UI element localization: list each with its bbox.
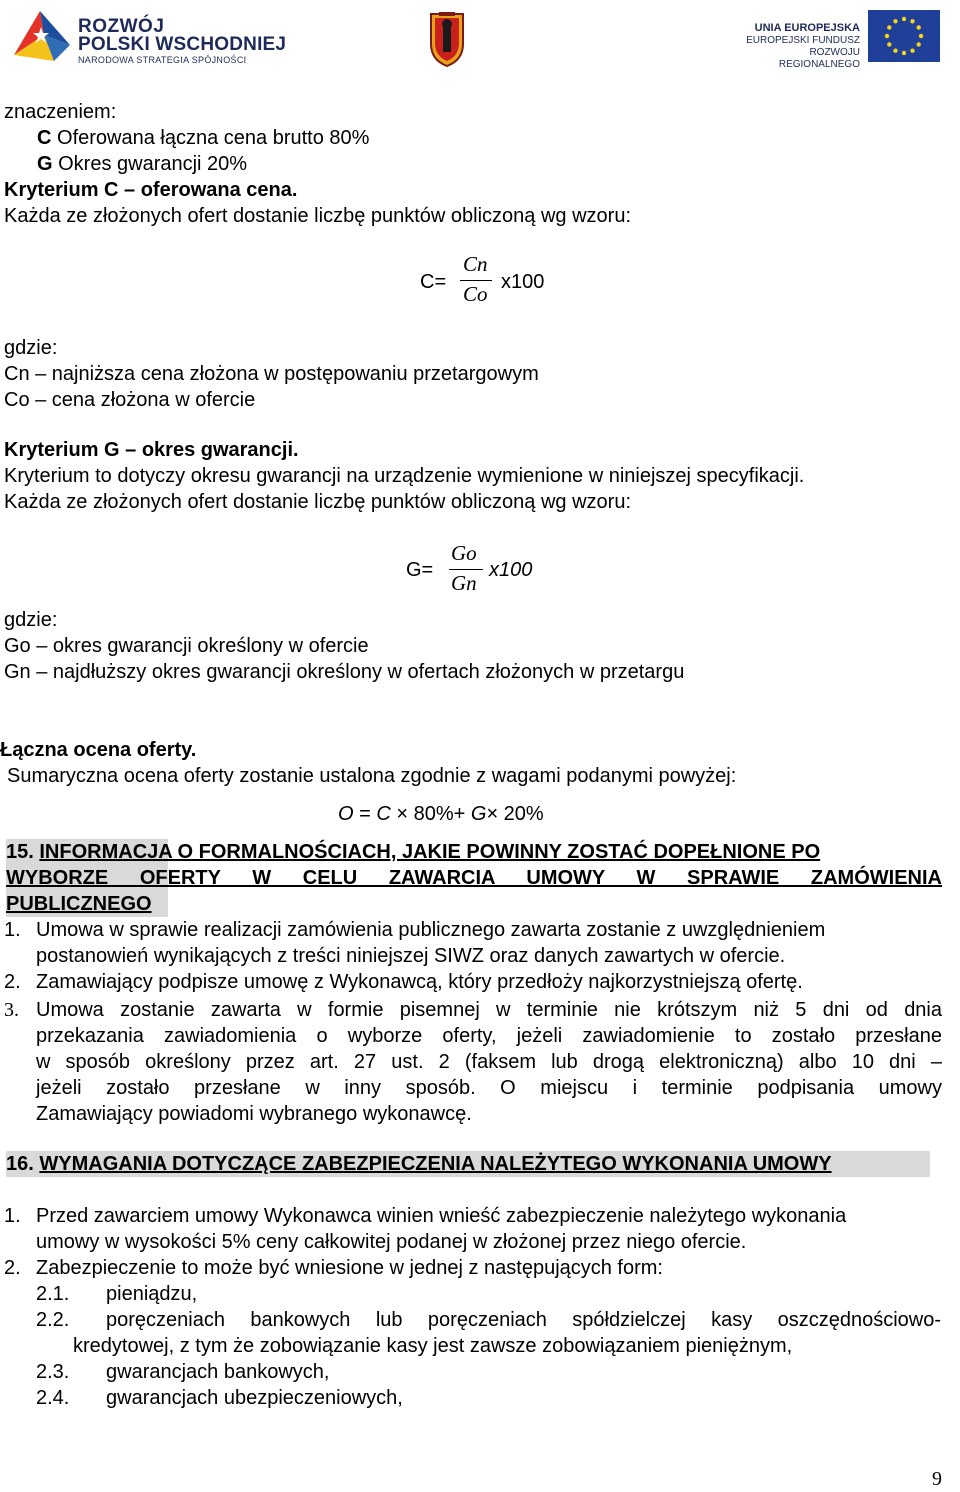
c-letter: C	[37, 127, 52, 149]
document-body	[0, 99, 960, 1411]
page-header	[0, 0, 960, 75]
logo-text-line1: ROZWÓJ	[78, 16, 165, 37]
g-weight-line	[0, 151, 960, 177]
eu-text-line3: ROZWOJU REGIONALNEGO	[778, 47, 860, 70]
subitem-number: 2.3.	[36, 1361, 70, 1383]
gdzie-label-g: gdzie:	[4, 609, 58, 631]
laczna-heading: Łączna ocena oferty.	[0, 739, 197, 761]
item-text: Przed zawarciem umowy Wykonawca winien wnieść zabezpieczenie należytego wykonania	[36, 1205, 847, 1227]
section-16-title: WYMAGANIA DOTYCZĄCE ZABEZPIECZENIA NALEŻYTEGO WYKONANIA UMOWY	[39, 1153, 832, 1175]
section-15-item-3	[0, 997, 960, 1127]
eu-text-line1: UNIA EUROPEJSKA	[754, 22, 860, 34]
rozwoj-polski-wschodniej-logo	[10, 5, 290, 67]
formula-o-eq: =	[353, 803, 377, 825]
section-16-item-2	[0, 1255, 960, 1281]
kryterium-g-text2: Każda ze złożonych ofert dostanie liczbę punktów obliczoną wg wzoru:	[4, 491, 632, 513]
item-text-cont: jeżeli zostało przesłane w inny sposób. O miejscu i terminie podpisania umowy	[36, 1077, 942, 1099]
logo-text-line2: POLSKI WSCHODNIEJ	[78, 34, 287, 55]
kryterium-g-text1: Kryterium to dotyczy okresu gwarancji na urządzenie wymienione w niniejszej specyfikacji.	[4, 465, 805, 487]
subitem-text: pieniądzu,	[106, 1283, 198, 1305]
subitem	[36, 1385, 960, 1411]
subitem-number: 2.1.	[36, 1283, 70, 1305]
subitem-number: 2.2.	[36, 1309, 70, 1331]
g-letter: G	[37, 153, 53, 175]
formula-c-multiplier: x100	[501, 271, 545, 293]
section-16-item-1	[0, 1203, 960, 1255]
g-weight-text: Okres gwarancji 20%	[52, 153, 248, 175]
star-arrow-logo-icon	[10, 5, 72, 67]
item-text-cont: umowy w wysokości 5% ceny całkowitej podanej w złożonej przez niego ofercie.	[36, 1231, 747, 1253]
page-number: 9	[932, 1468, 942, 1490]
znaczeniem-label: znaczeniem:	[4, 101, 117, 123]
subitem-text: gwarancjach bankowych,	[106, 1361, 330, 1383]
section-16-heading	[0, 1151, 960, 1177]
c-weight-line	[0, 125, 960, 151]
item-text: Umowa zostanie zawarta w formie pisemnej w terminie nie krótszym niż 5 dni od dnia	[36, 999, 942, 1021]
def-cn: Cn – najniższa cena złożona w postępowaniu przetargowym	[4, 363, 539, 385]
subitem	[36, 1359, 960, 1385]
item-number: 1.	[4, 1205, 21, 1227]
section-15-heading	[0, 839, 942, 917]
section-15-item-2	[0, 969, 960, 995]
kryterium-c-heading: Kryterium C – oferowana cena.	[4, 179, 298, 201]
c-weight-text: Oferowana łączna cena brutto 80%	[51, 127, 370, 149]
subitem	[36, 1281, 960, 1307]
item-number: 2.	[4, 1257, 21, 1279]
subitem-text-cont: kredytowej, z tym że zobowiązanie kasy jest zawsze zobowiązaniem pieniężnym,	[73, 1335, 793, 1357]
def-gn: Gn – najdłuższy okres gwarancji określony w ofertach złożonych w przetargu	[4, 661, 685, 683]
formula-g-denominator: Gn	[451, 571, 477, 595]
formula-c-lhs: C=	[420, 271, 447, 293]
subitem-text: gwarancjach ubezpieczeniowych,	[106, 1387, 403, 1409]
formula-g-multiplier: x100	[489, 559, 533, 581]
item-text: Zabezpieczenie to może być wniesione w jednej z następujących form:	[36, 1257, 663, 1279]
section-15-title-line1: INFORMACJA O FORMALNOŚCIACH, JAKIE POWINNY ZOSTAĆ DOPEŁNIONE PO	[39, 841, 821, 863]
laczna-text: Sumaryczna ocena oferty zostanie ustalona zgodnie z wagami podanymi powyżej:	[7, 765, 737, 787]
def-co: Co – cena złożona w ofercie	[4, 389, 256, 411]
formula-o-mid: × 80%+	[390, 803, 471, 825]
gdzie-label-c: gdzie:	[4, 337, 58, 359]
formula-o-o: O	[338, 803, 354, 825]
item-text-cont: w sposób określony przez art. 27 ust. 2 (faksem lub drogą elektroniczną) albo 10 dni –	[36, 1051, 942, 1073]
formula-g-lhs: G=	[406, 559, 434, 581]
section-15-item-1	[0, 917, 960, 969]
subitem	[36, 1307, 941, 1333]
eu-flag-icon	[868, 10, 940, 62]
eu-logo	[730, 10, 940, 70]
formula-o-g: G	[470, 803, 487, 825]
def-go: Go – okres gwarancji określony w ofercie	[4, 635, 369, 657]
formula-o	[0, 789, 960, 839]
eu-text-line2: EUROPEJSKI FUNDUSZ	[746, 35, 860, 46]
item-text: Zamawiający podpisze umowę z Wykonawcą, który przedłoży najkorzystniejszą ofertę.	[36, 971, 803, 993]
item-number: 3.	[4, 999, 19, 1021]
item-number: 1.	[4, 919, 21, 941]
subitem-text: poręczeniach bankowych lub poręczeniach spółdzielczej kasy oszczędnościowo-	[106, 1309, 941, 1331]
kryterium-g-heading: Kryterium G – okres gwarancji.	[4, 439, 299, 461]
item-text-cont: Zamawiający powiadomi wybranego wykonawcę.	[36, 1103, 472, 1125]
subitem-number: 2.4.	[36, 1387, 70, 1409]
section-16-subitems	[0, 1281, 960, 1411]
formula-c	[0, 229, 960, 335]
item-number: 2.	[4, 971, 21, 993]
section-15-title-line3: PUBLICZNEGO	[6, 893, 152, 915]
formula-g	[0, 515, 960, 607]
city-coat-of-arms-icon	[428, 10, 466, 75]
section-15-title-line2: WYBORZE OFERTY W CELU ZAWARCIA UMOWY W SPRAWIE ZAMÓWIENIA	[6, 867, 942, 889]
section-16-number: 16.	[6, 1153, 34, 1175]
formula-c-denominator: Co	[463, 282, 488, 306]
section-15-number: 15.	[6, 841, 34, 863]
formula-c-numerator: Cn	[463, 252, 488, 276]
item-text-cont: postanowień wynikających z treści niniejszej SIWZ oraz danych zawartych w ofercie.	[36, 945, 786, 967]
item-text: Umowa w sprawie realizacji zamówienia publicznego zawarta zostanie z uwzględnieniem	[36, 919, 826, 941]
kryterium-c-text: Każda ze złożonych ofert dostanie liczbę punktów obliczoną wg wzoru:	[4, 205, 632, 227]
formula-o-end: × 20%	[486, 803, 544, 825]
formula-g-numerator: Go	[451, 541, 477, 565]
logo-text-line3: NARODOWA STRATEGIA SPÓJNOŚCI	[78, 55, 247, 65]
formula-o-c: C	[376, 803, 391, 825]
item-text-cont: przekazania zawiadomienia o wyborze oferty, jeżeli zawiadomienie to zostało przesłane	[36, 1025, 942, 1047]
